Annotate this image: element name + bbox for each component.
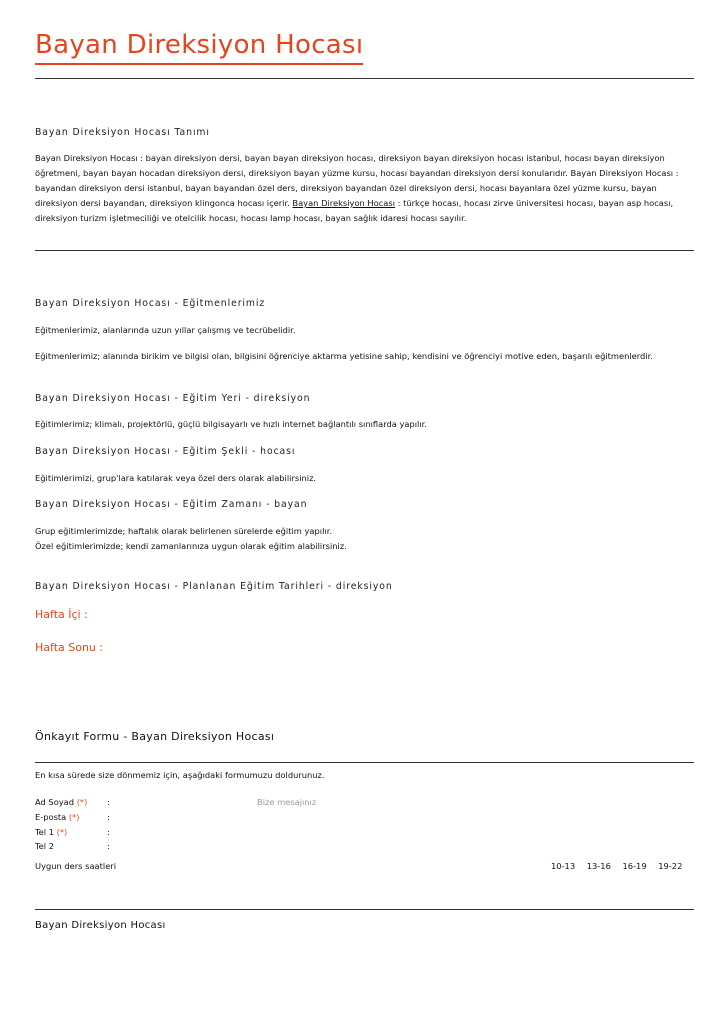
form-row-eposta[interactable] [35, 810, 121, 825]
form-row-tel1[interactable] [35, 825, 121, 840]
time-slot[interactable]: 19-22 [658, 861, 683, 871]
message-textarea[interactable]: Bize mesajınız [257, 797, 317, 807]
field-label: Ad Soyad [35, 797, 75, 807]
section-heading-zaman: Bayan Direksiyon Hocası - Eğitim Zamanı - bayan [35, 499, 308, 510]
time-slots [551, 861, 691, 871]
field-colon: : [107, 812, 110, 822]
section-heading-yer: Bayan Direksiyon Hocası - Eğitim Yeri - direksiyon [35, 393, 311, 404]
slots-label: Uygun ders saatleri [35, 861, 117, 871]
form-row-ad-soyad[interactable] [35, 795, 121, 810]
egitmen-text-1: Eğitmenlerimiz, alanlarında uzun yıllar çalışmış ve tecrübelidir. [35, 325, 296, 335]
required-mark: (*) [68, 812, 80, 822]
form-intro: En kısa sürede size dönmemiz için, aşağıdaki formumuzu doldurunuz. [35, 770, 325, 780]
section-heading-tarih: Bayan Direksiyon Hocası - Planlanan Eğitim Tarihleri - direksiyon [35, 581, 393, 592]
tanim-text-part2: : türkçe hocası, hocası zirve üniversitesi hocası, bayan asp hocası, direksiyon turizm işletmeciliği ve otelcilik hocası, hocası lamp hocası, bayan sağlık idaresi hocası sayılır. [35, 198, 674, 223]
required-mark: (*) [56, 827, 68, 837]
field-colon: : [107, 827, 110, 837]
divider [35, 78, 694, 79]
tanim-link[interactable]: Bayan Direksiyon Hocası [292, 198, 396, 208]
time-slot[interactable]: 10-13 [551, 861, 576, 871]
tanim-text-part1: Bayan Direksiyon Hocası : bayan direksiyon dersi, bayan bayan direksiyon hocası, direksiyon bayan direksiyon hocası istanbul, hocası bayan direksiyon öğretmeni, bayan bayan hocadan direksiyon dersi, direksiyon bayan yüzme kursu, hocası bayandan direksiyon dersi konularıdır. Bayan Direksiyon Hocası : bayandan direksiyon dersi istanbul, bayan bayandan özel ders, direksiyon bayandan özel direksiyon dersi, hocası bayanlara özel yüzme kursu, bayan direksiyon dersi bayandan, direksiyon klingonca hocası içerir. [35, 153, 679, 208]
hafta-ici-label: Hafta İçi : [35, 608, 88, 621]
sekil-text: Eğitimlerimizi, grup'lara katılarak veya özel ders olarak alabilirsiniz. [35, 473, 317, 483]
section-heading-egitmen: Bayan Direksiyon Hocası - Eğitmenlerimiz [35, 298, 266, 309]
field-label: Tel 2 [35, 841, 54, 851]
field-colon: : [107, 841, 110, 851]
field-label: Tel 1 [35, 827, 54, 837]
yer-text: Eğitimlerimiz; klimalı, projektörlü, güçlü bilgisayarlı ve hızlı internet bağlantılı sınıflarda yapılır. [35, 419, 427, 429]
zaman-text-1: Grup eğitimlerimizde; haftalık olarak belirlenen sürelerde eğitim yapılır. [35, 526, 332, 536]
required-mark: (*) [76, 797, 88, 807]
section-heading-sekil: Bayan Direksiyon Hocası - Eğitim Şekli - hocası [35, 446, 296, 457]
hafta-sonu-label: Hafta Sonu : [35, 641, 104, 654]
divider [35, 909, 694, 910]
field-colon: : [107, 797, 110, 807]
zaman-text-2: Özel eğitimlerimizde; kendi zamanlarınıza uygun olarak eğitim alabilirsiniz. [35, 541, 347, 551]
divider [35, 250, 694, 251]
field-label: E-posta [35, 812, 67, 822]
section-heading-tanim: Bayan Direksiyon Hocası Tanımı [35, 127, 210, 138]
egitmen-text-2: Eğitmenlerimiz; alanında birikim ve bilgisi olan, bilgisini öğrenciye aktarma yetisine sahip, kendisini ve öğrenciyi motive eden, başarılı eğitmenlerdir. [35, 351, 653, 361]
time-slot[interactable]: 16-19 [622, 861, 647, 871]
form-title: Önkayıt Formu - Bayan Direksiyon Hocası [35, 730, 275, 743]
form-row-tel2[interactable] [35, 839, 121, 854]
divider [35, 762, 694, 763]
page-title: Bayan Direksiyon Hocası [35, 30, 363, 65]
time-slot[interactable]: 13-16 [586, 861, 611, 871]
section-text-tanim [35, 151, 695, 226]
footer-title: Bayan Direksiyon Hocası [35, 920, 166, 931]
